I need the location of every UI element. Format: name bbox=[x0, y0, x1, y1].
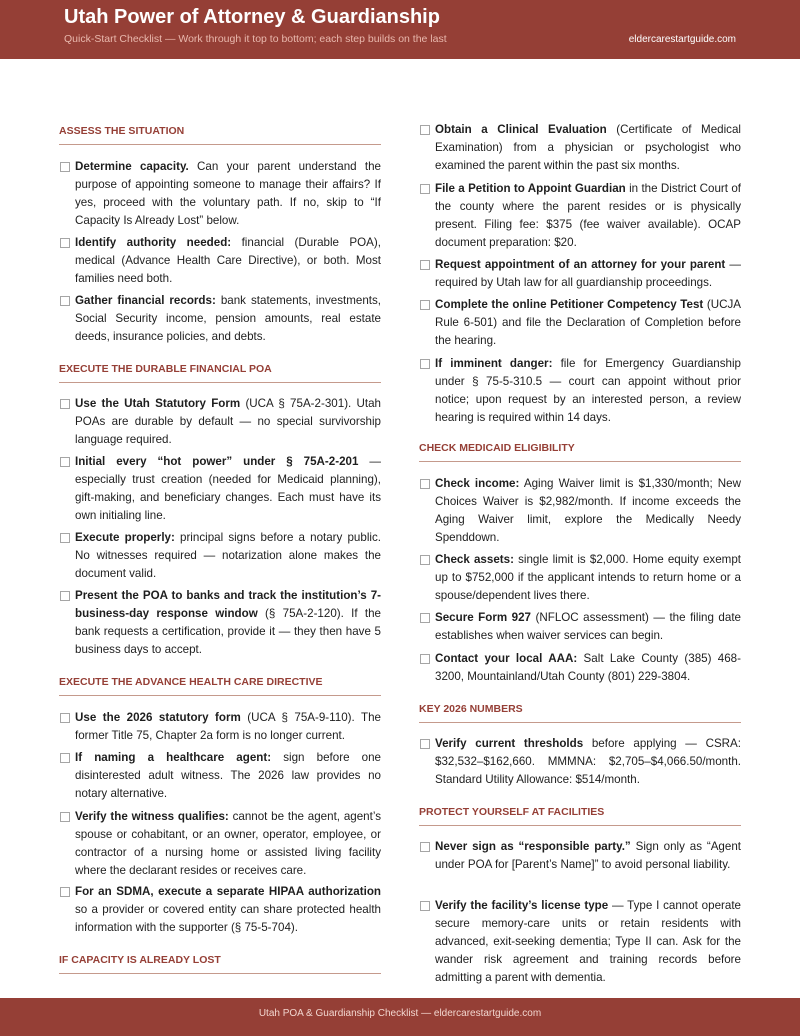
item-text: Can your parent understand the purpose of appointing someone to manage their affairs? If yes, proceed with the voluntary path. If no, skip to “If Capacity Is Already Lost” below. bbox=[75, 160, 381, 227]
checklist-item[interactable] bbox=[59, 234, 381, 288]
item-lead: Contact your local AAA: bbox=[435, 652, 578, 665]
checklist-item[interactable] bbox=[419, 551, 741, 605]
item-lead: Present the POA to banks and track the institution’s 7-business-day response window bbox=[75, 589, 381, 620]
item-lead: Complete the online Petitioner Competency Test bbox=[435, 298, 704, 311]
item-text: (UCA § 75A-9-110). The former Title 75, Chapter 2a form is no longer current. bbox=[75, 711, 381, 742]
footer-text: Utah POA & Guardianship Checklist — eldercarestartguide.com bbox=[258, 1008, 542, 1019]
item-lead: If naming a healthcare agent: bbox=[75, 751, 272, 764]
checkbox[interactable] bbox=[60, 296, 70, 306]
checkbox[interactable] bbox=[60, 713, 70, 723]
item-text: (NFLOC assessment) — the filing date establishes when waiver services can begin. bbox=[435, 611, 741, 642]
item-text: so a provider or covered entity can share protected health information with the supporter (§ 75-5-704). bbox=[75, 903, 381, 934]
checklist-item[interactable] bbox=[59, 292, 381, 346]
checkbox[interactable] bbox=[420, 479, 430, 489]
item-text: (UCA § 75A-2-301). Utah POAs are durable by default — no special survivorship language required. bbox=[75, 397, 381, 446]
checklist-item[interactable] bbox=[419, 475, 741, 547]
checklist-item[interactable] bbox=[419, 121, 741, 175]
checkbox[interactable] bbox=[60, 753, 70, 763]
item-lead: Initial every “hot power” under § 75A-2-201 bbox=[75, 455, 359, 468]
checkbox[interactable] bbox=[60, 238, 70, 248]
item-text: (§ 75A-2-120). If the bank requests a certification, provide it — they then have 5 business days to accept. bbox=[75, 607, 381, 656]
checkbox[interactable] bbox=[420, 184, 430, 194]
checklist-item[interactable] bbox=[419, 256, 741, 292]
item-lead: Determine capacity. bbox=[75, 160, 189, 173]
checklist-item[interactable] bbox=[419, 355, 741, 427]
item-lead: Identify authority needed: bbox=[75, 236, 232, 249]
item-lead: Obtain a Clinical Evaluation bbox=[435, 123, 607, 136]
section-heading-poa: EXECUTE THE DURABLE FINANCIAL POA bbox=[59, 362, 381, 383]
item-text: financial (Durable POA), medical (Advance Health Care Directive), or both. Most families need both. bbox=[75, 236, 381, 285]
item-text: Aging Waiver limit is $1,330/month; New Choices Waiver is $2,982/month. If income exceeds the Aging Waiver limit, explore the Medically Needy Spenddown. bbox=[435, 477, 741, 544]
checklist-item[interactable] bbox=[419, 838, 741, 874]
item-lead: Request appointment of an attorney for your parent bbox=[435, 258, 726, 271]
section-heading-protect: PROTECT YOURSELF AT FACILITIES bbox=[419, 805, 741, 826]
page-footer bbox=[0, 998, 800, 1036]
item-lead: Secure Form 927 bbox=[435, 611, 531, 624]
checkbox[interactable] bbox=[60, 399, 70, 409]
checklist-item[interactable] bbox=[419, 897, 741, 987]
checklist-item[interactable] bbox=[419, 735, 741, 789]
checkbox[interactable] bbox=[420, 555, 430, 565]
checkbox[interactable] bbox=[420, 654, 430, 664]
checkbox[interactable] bbox=[60, 887, 70, 897]
checklist-item[interactable] bbox=[59, 587, 381, 659]
checkbox[interactable] bbox=[420, 842, 430, 852]
section-heading-key-numbers: KEY 2026 NUMBERS bbox=[419, 702, 741, 723]
item-lead: Use the Utah Statutory Form bbox=[75, 397, 241, 410]
checkbox[interactable] bbox=[60, 812, 70, 822]
page-title: Utah Power of Attorney & Guardianship bbox=[64, 6, 440, 28]
section-heading-assess: ASSESS THE SITUATION bbox=[59, 124, 381, 145]
checkbox[interactable] bbox=[60, 162, 70, 172]
item-text: — Type I cannot operate secure memory-care units or retain residents with advanced, exit-seeking dementia; Type II can. Ask for the wander risk agreement and training records before admitting a parent with dementia. bbox=[435, 899, 741, 984]
checklist-item[interactable] bbox=[59, 709, 381, 745]
item-text: — required by Utah law for all guardianship proceedings. bbox=[435, 258, 741, 289]
item-lead: Execute properly: bbox=[75, 531, 175, 544]
item-lead: Gather financial records: bbox=[75, 294, 216, 307]
checkbox[interactable] bbox=[420, 901, 430, 911]
item-text: cannot be the agent, agent’s spouse or cohabitant, or an owner, operator, employee, or contractor of a nursing home or assisted living facility where the declarant resides or receives care. bbox=[75, 810, 381, 877]
item-text: Salt Lake County (385) 468-3200, Mountainland/Utah County (801) 229-3804. bbox=[435, 652, 741, 683]
item-lead: Never sign as “responsible party.” bbox=[435, 840, 631, 853]
section-heading-medicaid: CHECK MEDICAID ELIGIBILITY bbox=[419, 441, 741, 462]
item-text: file for Emergency Guardianship under § 75-5-310.5 — court can appoint without prior notice; upon request by an interested person, a review hearing is required within 14 days. bbox=[435, 357, 741, 424]
checkbox[interactable] bbox=[420, 125, 430, 135]
checklist-item[interactable] bbox=[419, 296, 741, 350]
item-text: principal signs before a notary public. No witnesses required — notarization alone makes the document valid. bbox=[75, 531, 381, 580]
page-subtitle: Quick-Start Checklist — Work through it top to bottom; each step builds on the last bbox=[64, 33, 447, 45]
page-header bbox=[0, 0, 800, 59]
item-text: Sign only as “Agent under POA for [Parent’s Name]” to avoid personal liability. bbox=[435, 840, 741, 871]
checkbox[interactable] bbox=[420, 739, 430, 749]
checklist-item[interactable] bbox=[419, 180, 741, 252]
item-lead: If imminent danger: bbox=[435, 357, 553, 370]
checklist-item[interactable] bbox=[419, 609, 741, 645]
section-heading-capacity-lost: IF CAPACITY IS ALREADY LOST bbox=[59, 953, 381, 974]
checkbox[interactable] bbox=[60, 591, 70, 601]
item-lead: Verify the facility’s license type bbox=[435, 899, 609, 912]
checkbox[interactable] bbox=[420, 300, 430, 310]
item-text: in the District Court of the county where the parent resides or is physically present. Filing fee: $375 (fee waiver available). OCAP document preparation: $20. bbox=[435, 182, 741, 249]
item-lead: File a Petition to Appoint Guardian bbox=[435, 182, 626, 195]
item-lead: Check income: bbox=[435, 477, 520, 490]
checkbox[interactable] bbox=[420, 359, 430, 369]
checklist-item[interactable] bbox=[59, 395, 381, 449]
checkbox[interactable] bbox=[60, 533, 70, 543]
item-lead: Check assets: bbox=[435, 553, 514, 566]
site-url: eldercarestartguide.com bbox=[628, 34, 736, 45]
item-lead: Verify current thresholds bbox=[435, 737, 584, 750]
checklist-item[interactable] bbox=[419, 650, 741, 686]
item-lead: Use the 2026 statutory form bbox=[75, 711, 241, 724]
checklist-item[interactable] bbox=[59, 453, 381, 525]
item-lead: For an SDMA, execute a separate HIPAA authorization bbox=[75, 885, 381, 898]
item-text: — especially trust creation (needed for Medicaid planning), gift-making, and beneficiary changes. Each must have its own initialing line. bbox=[75, 455, 381, 522]
checklist-item[interactable] bbox=[59, 158, 381, 230]
item-text: (Certificate of Medical Examination) from a physician or psychologist who examined the parent within the past six months. bbox=[435, 123, 741, 172]
checklist-item[interactable] bbox=[59, 883, 381, 937]
item-text: single limit is $2,000. Home equity exempt up to $752,000 if the applicant intends to return home or a spouse/dependent lives there. bbox=[435, 553, 741, 602]
checklist-item[interactable] bbox=[59, 529, 381, 583]
checklist-item[interactable] bbox=[59, 808, 381, 880]
checklist-item[interactable] bbox=[59, 749, 381, 803]
item-lead: Verify the witness qualifies: bbox=[75, 810, 229, 823]
item-text: before applying — CSRA: $32,532–$162,660. MMMNA: $2,705–$4,066.50/month. Standard Utility Allowance: $514/month. bbox=[435, 737, 741, 786]
section-heading-ahcd: EXECUTE THE ADVANCE HEALTH CARE DIRECTIVE bbox=[59, 675, 381, 696]
checkbox[interactable] bbox=[420, 260, 430, 270]
item-text: sign before one disinterested adult witness. The 2026 law provides no notary alternative. bbox=[75, 751, 381, 800]
item-text: (UCJA Rule 6-501) and file the Declaration of Completion before the hearing. bbox=[435, 298, 741, 347]
item-text: bank statements, investments, Social Security income, pension amounts, real estate deeds, insurance policies, and debts. bbox=[75, 294, 382, 343]
checkbox[interactable] bbox=[420, 613, 430, 623]
checkbox[interactable] bbox=[60, 457, 70, 467]
